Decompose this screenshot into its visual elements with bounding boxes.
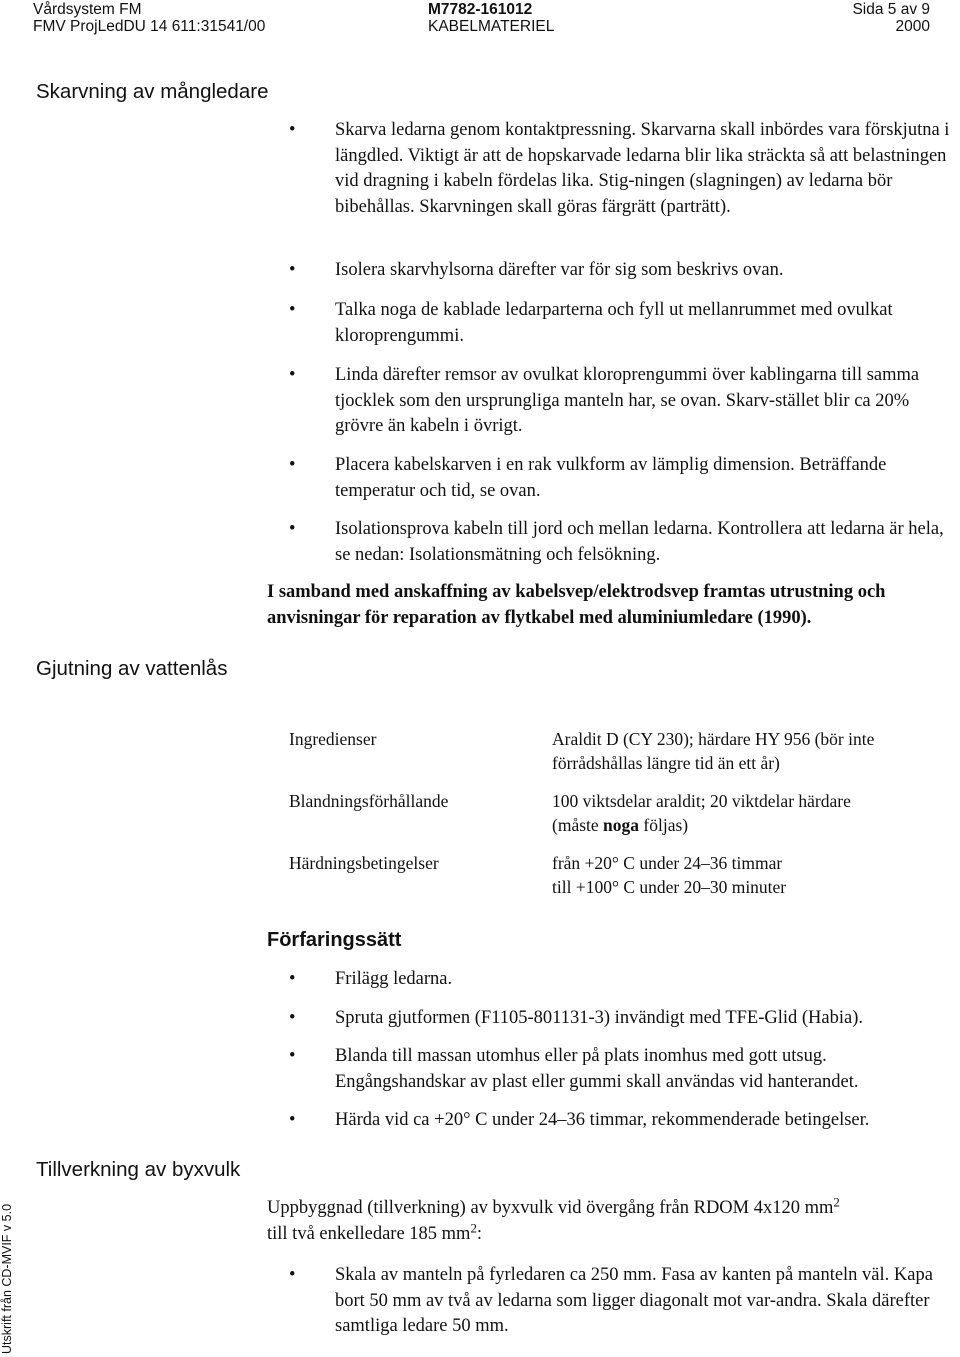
list-item	[289, 1044, 959, 1095]
section-title-byxvulk: Tillverkning av byxvulk	[36, 1158, 241, 1181]
header-system: Vårdsystem FM	[33, 1, 142, 18]
list-item	[289, 1263, 959, 1340]
list-item-text: Skarva ledarna genom kontaktpressning. Skarvarna skall inbördes vara förskjutna i längdled. Viktigt är att de hopskarvade ledarna blir lika sträckta så att belastningen vid dragning i kabeln fördelas lika. Stig-ningen (slagningen) av ledarna bör bibehållas. Skarvningen skall göras färgrätt (parträtt).	[335, 120, 950, 217]
table-value-line: från +20° C under 24–36 timmar	[552, 853, 783, 873]
list-item-text: Blanda till massan utomhus eller på plats inomhus med gott utsug. Engångshandskar av plast eller gummi skall användas vid hanterandet.	[335, 1046, 859, 1092]
text-run: (måste	[552, 815, 604, 835]
list-item-text: Härda vid ca +20° C under 24–36 timmar, rekommenderade betingelser.	[335, 1110, 870, 1130]
text-run: Uppbyggnad (tillverkning) av byxvulk vid övergång från RDOM 4x120 mm	[267, 1198, 834, 1218]
list-item-text: Talka noga de kablade ledarparterna och fyll ut mellanrummet med ovulkat kloroprengummi.	[335, 300, 893, 346]
text-run: till två enkelledare 185 mm	[267, 1223, 471, 1244]
superscript: 2	[470, 1220, 477, 1236]
table-label-blandning: Blandningsförhållande	[289, 791, 449, 811]
subsection-title-forfaringssatt: Förfaringssätt	[267, 929, 402, 951]
note-paragraph: I samband med anskaffning av kabelsvep/elektrodsvep framtas utrustning och anvisningar för reparation av flytkabel med aluminiumledare (1990).	[267, 582, 886, 628]
intro-paragraph	[267, 1196, 957, 1247]
list-item-text: Isolera skarvhylsorna därefter var för sig som beskrivs ovan.	[335, 260, 784, 280]
list-item	[289, 967, 959, 993]
header-page: Sida 5 av 9	[852, 1, 930, 18]
bullet-icon: •	[289, 300, 296, 320]
list-item	[289, 1006, 959, 1032]
table-label-hardning: Härdningsbetingelser	[289, 853, 439, 873]
table-label-ingredienser: Ingredienser	[289, 729, 377, 749]
section-title-skarvning: Skarvning av mångledare	[36, 80, 269, 103]
header-doc-title: KABELMATERIEL	[428, 18, 555, 35]
emphasis-noga: noga	[603, 815, 640, 835]
list-item	[289, 298, 959, 349]
bullet-icon: •	[289, 120, 296, 140]
header-doc-number: M7782-161012	[428, 1, 533, 18]
text-run: :	[476, 1223, 483, 1244]
table-value-line: till +100° C under 20–30 minuter	[552, 877, 787, 897]
list-item	[289, 453, 959, 504]
vertical-print-note: Utskrift från CD-MVIF v 5.0	[0, 1203, 14, 1354]
table-value-line: förrådshållas längre tid än ett år)	[552, 753, 780, 773]
bullet-icon: •	[289, 519, 296, 539]
header-project: FMV ProjLedDU 14 611:31541/00	[33, 18, 266, 35]
bullet-icon: •	[289, 365, 296, 385]
table-value-line: 100 viktsdelar araldit; 20 viktdelar härdare	[552, 791, 851, 811]
header-year: 2000	[895, 18, 930, 35]
list-item	[289, 363, 959, 440]
bullet-icon: •	[289, 260, 296, 280]
list-item-text: Skala av manteln på fyrledaren ca 250 mm. Fasa av kanten på manteln väl. Kapa bort 50 mm av två av ledarna som ligger diagonalt mot var-andra. Skala därefter samtliga ledare 50 mm.	[335, 1265, 933, 1336]
list-item-text: Spruta gjutformen (F1105-801131-3) invändigt med TFE-Glid (Habia).	[335, 1008, 864, 1028]
list-item-text: Frilägg ledarna.	[335, 969, 453, 989]
table-value-line	[552, 813, 688, 837]
bullet-icon: •	[289, 455, 296, 475]
text-run: följas)	[639, 815, 689, 835]
bullet-icon: •	[289, 1265, 296, 1285]
section-title-gjutning: Gjutning av vattenlås	[36, 657, 228, 680]
list-item-text: Placera kabelskarven i en rak vulkform av lämplig dimension. Beträffande temperatur och tid, se ovan.	[335, 455, 887, 501]
table-value-line: Araldit D (CY 230); härdare HY 956 (bör inte	[552, 729, 875, 749]
list-item	[289, 118, 959, 220]
list-item	[289, 258, 959, 284]
list-item-text: Isolationsprova kabeln till jord och mellan ledarna. Kontrollera att ledarna är hela, se nedan: Isolationsmätning och felsökning.	[335, 519, 944, 565]
bullet-icon: •	[289, 1008, 296, 1028]
bullet-icon: •	[289, 969, 296, 989]
bullet-icon: •	[289, 1110, 296, 1130]
list-item	[289, 1108, 959, 1134]
list-item-text: Linda därefter remsor av ovulkat kloroprengummi över kablingarna till samma tjocklek som den ursprungliga manteln har, se ovan. Skarv-stället blir ca 20% grövre än kabeln i övrigt.	[335, 365, 920, 436]
list-item	[289, 517, 959, 568]
bullet-icon: •	[289, 1046, 296, 1066]
superscript: 2	[833, 1194, 840, 1210]
